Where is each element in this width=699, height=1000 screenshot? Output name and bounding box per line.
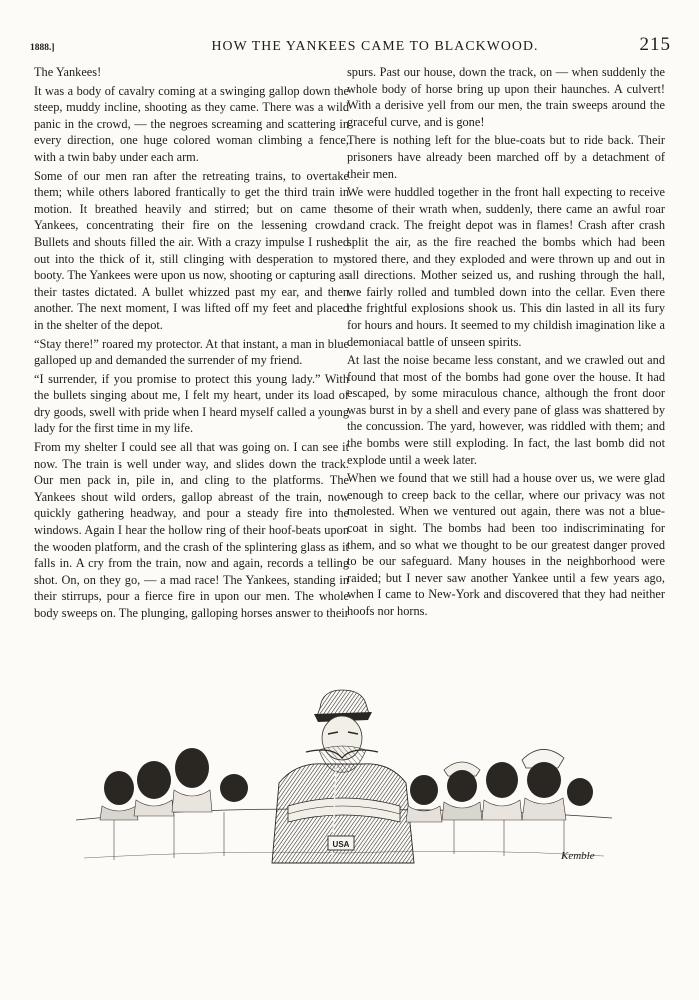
article-title: HOW THE YANKEES CAME TO BLACKWOOD. [211,38,539,53]
right-column [347,64,665,620]
page-number: 215 [639,34,671,55]
children-left [100,748,248,820]
illustration-soldier-and-children [74,688,614,878]
artist-signature: Kemble [561,850,595,862]
paragraph: From my shelter I could see all that was going on. I can see it now. The train is well under way, and slides down the track. Our men pack in, pile in, and cling to the platforms. The Yankees shout wild orders, gallop abreast of the train, now quickly gathering headway, and pour a steady fire into the windows. Again I hear the hollow ring of their hoof-beats upon the wooden platform, and the crash of the splintering glass as it falls in. A cry from the train, now and again, records a telling shot. On, on they go, — a mad race! The Yankees, standing in their stirrups, pour a fierce fire in upon our men. The whole body sweeps on. The plunging, galloping horses answer to their [34,440,349,620]
paragraph: “I surrender, if you promise to protect this young lady.” With the bullets singing about me, I felt my heart, under its load of dry goods, swell with pride when I heard myself called a young lady for the first time in my life. [34,371,349,436]
paragraph: There is nothing left for the blue-coats but to ride back. Their prisoners have already been marched off by a detachment of their men. [347,133,665,181]
paragraph: We were huddled together in the front hall expecting to receive some of their wrath when, suddenly, there came an awful roar and crack. The freight depot was in flames! Crash after crash split the air, as the fire reached the bombs which had been stored there, and they exploded and were thrown up and out in all directions. Mother seized us, and rushing through the hall, we fairly rolled and tumbled down into the cellar. Even there the frightful explosions shook us. This din lasted in all its fury for hours and hours. It seemed to my childish imagination like a demoniacal battle of unseen spirits. [347,185,665,349]
issue-year: 1888.] [30,43,55,53]
paragraph: At last the noise became less constant, and we crawled out and found that most of the bombs had gone over the house. It had escaped, by some miraculous chance, although the front door was burst in by a shell and every pane of glass was shattered by the concussion. The yard, however, was riddled with them; and the bombs were still exploding. In fact, the last bomb did not explode until a week later. [347,353,665,467]
union-soldier [272,690,414,863]
belt-buckle-text: USA [332,840,350,849]
running-head [30,34,671,58]
paragraph: “Stay there!” roared my protector. At that instant, a man in blue galloped up and demanded the surrender of my friend. [34,336,349,368]
paragraph: When we found that we still had a house over us, we were glad enough to creep back to the cellar, where our privacy was not molested. When we ventured out again, there was not a blue-coat in sight. The bombs had been too indiscriminating for them, and so what we thought to be our greatest danger proved to be our safeguard. Many houses in the neighborhood were raided; but I never saw another Yankee until a few years ago, when I came to New-York and discovered that they had neither hoofs nor horns. [347,471,665,618]
left-column [34,64,349,622]
paragraph: Some of our men ran after the retreating trains, to overtake them; while others labored frantically to get the third train in motion. It breathed heavily and stirred; but on came the Yankees, concentrating their fire on the lessening crowd. Bullets and shouts filled the air. With a crazy impulse I rushed out into the thick of it, still clinging with desperation to my booty. The Yankees were upon us now, shooting or capturing as their tastes dictated. A bullet whizzed past my ear, and then another. The next moment, I was lifted off my feet and placed in the shelter of the depot. [34,168,349,332]
paragraph: spurs. Past our house, down the track, on — when suddenly the whole body of horse bring up upon their haunches. A culvert! With a derisive yell from our men, the train sweeps around the graceful curve, and is gone! [347,65,665,129]
paragraph: It was a body of cavalry coming at a swinging gallop down the steep, muddy incline, shooting as they came. There was a wild panic in the crowd, — the negroes screaming and scattering in every direction, one huge colored woman climbing a fence, with a twin baby under each arm. [34,83,349,164]
children-right [406,749,593,822]
paragraph: The Yankees! [34,65,102,79]
